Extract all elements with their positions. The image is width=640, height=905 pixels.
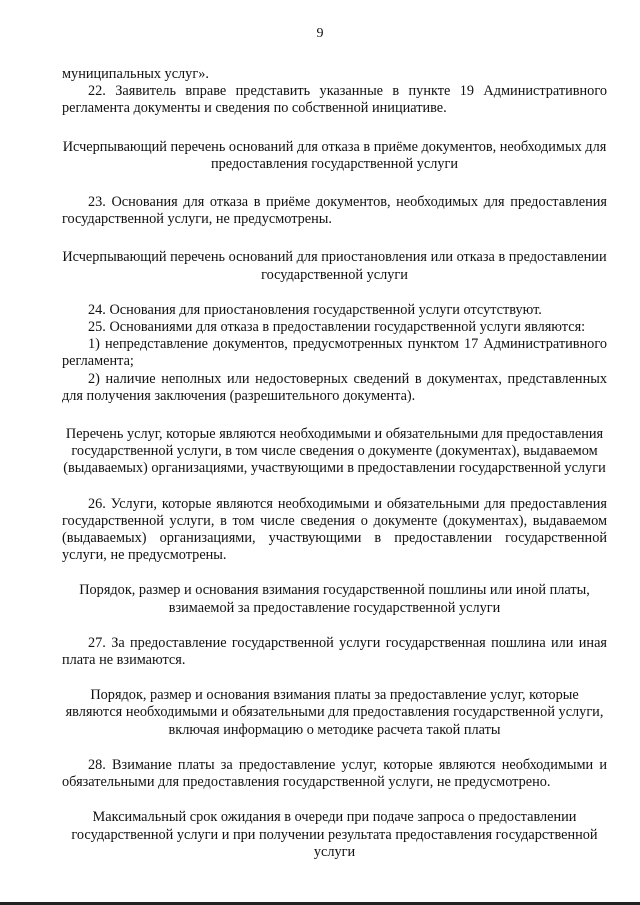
heading-necessary-services: Перечень услуг, которые являются необходимыми и обязательными для предоставления государственной услуги, в том числе сведения о документе (документах), выдаваемом (выдаваемых) организациями, участвующими в предоставлении государственной услуги bbox=[63, 426, 606, 477]
list-item-1: 1) непредставление документов, предусмотренных пунктом 17 Административного регламента; bbox=[62, 336, 607, 370]
heading-queue-time: Максимальный срок ожидания в очереди при подаче запроса о предоставлении государственной услуги и при получении результата предоставления государственной услуги bbox=[71, 809, 598, 860]
paragraph-27: 27. За предоставление государственной услуги государственная пошлина или иная плата не взимаются. bbox=[62, 634, 607, 669]
heading-refusal-grounds-acceptance: Исчерпывающий перечень оснований для отказа в приёме документов, необходимых для предоставления государственной услуги bbox=[62, 138, 607, 172]
paragraph-24: 24. Основания для приостановления государственной услуги отсутствуют. bbox=[88, 301, 542, 318]
heading-state-fee: Порядок, размер и основания взимания государственной пошлины или иной платы, взимаемой за предоставление государственной услуги bbox=[79, 582, 590, 616]
paragraph-25: 25. Основаниями для отказа в предоставлении государственной услуги являются: bbox=[88, 319, 586, 336]
heading-fee-procedure: Порядок, размер и основания взимания платы за предоставление услуг, которые являются необходимыми и обязательными для предоставления государственной услуги, включая информацию о методике расчета такой платы bbox=[65, 687, 604, 738]
paragraph-26: 26. Услуги, которые являются необходимыми и обязательными для предоставления государственной услуги, в том числе сведения о документе (документах), выдаваемом (выдаваемых) организациями, участвующими в предоставлении государственной услуги, не предусмотрены. bbox=[62, 495, 607, 564]
heading-suspension-grounds: Исчерпывающий перечень оснований для приостановления или отказа в предоставлении государственной услуги bbox=[62, 249, 607, 283]
paragraph-28: 28. Взимание платы за предоставление услуг, которые являются необходимыми и обязательными для предоставления государственной услуги, не предусмотрено. bbox=[62, 756, 607, 791]
page-number: 9 bbox=[316, 26, 324, 41]
paragraph-continuation: муниципальных услуг». bbox=[62, 66, 209, 82]
paragraph-22: 22. Заявитель вправе представить указанные в пункте 19 Административного регламента документы и сведения по собственной инициативе. bbox=[62, 83, 607, 117]
list-item-2: 2) наличие неполных или недостоверных сведений в документах, представленных для получения заключения (разрешительного документа). bbox=[62, 370, 607, 404]
document-body bbox=[62, 66, 607, 861]
paragraph-23: 23. Основания для отказа в приёме документов, необходимых для предоставления государственной услуги, не предусмотрены. bbox=[62, 194, 607, 228]
